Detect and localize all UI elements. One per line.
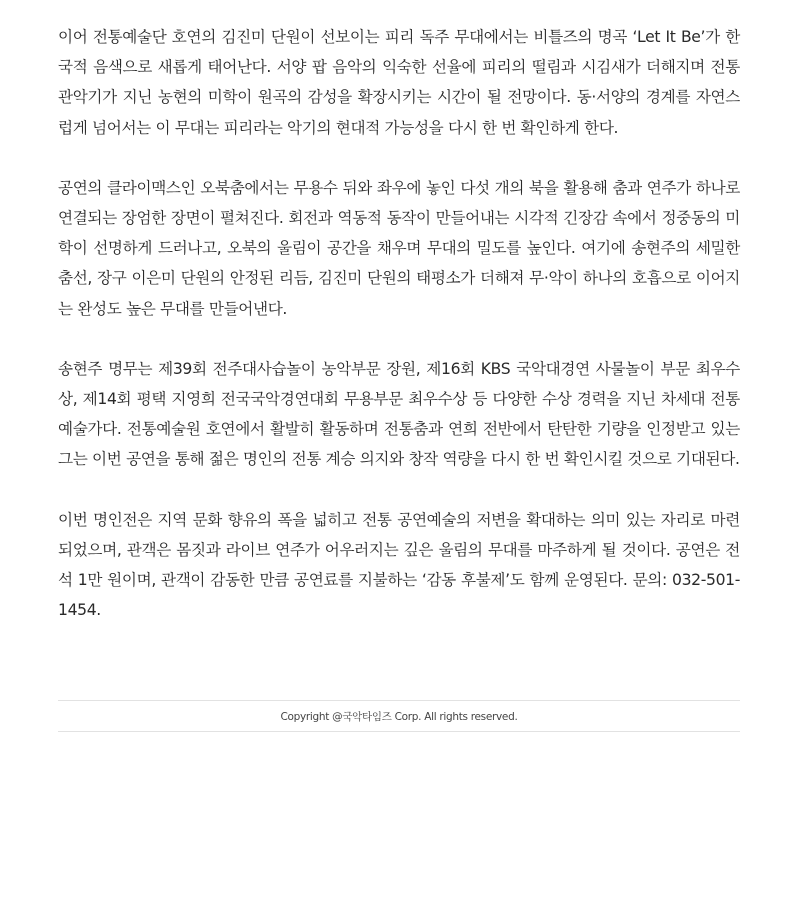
- article-paragraph: 이번 명인전은 지역 문화 향유의 폭을 넓히고 전통 공연예술의 저변을 확대하는 의미 있는 자리로 마련되었으며, 관객은 몸짓과 라이브 연주가 어우러지는 깊은 울림의 무대를 마주하게 될 것이다. 공연은 전석 1만 원이며, 관객이 감동한 만큼 공연료를 지불하는 ‘감동 후불제’도 함께 운영된다. 문의: 032-501-1454.: [58, 510, 740, 620]
- copyright-text: Copyright @국악타임즈 Corp. All rights reserved.: [280, 710, 518, 723]
- page-footer: [58, 700, 740, 732]
- article-paragraph: 이어 전통예술단 호연의 김진미 단원이 선보이는 피리 독주 무대에서는 비틀즈의 명곡 ‘Let It Be’가 한국적 음색으로 새롭게 태어난다. 서양 팝 음악의 익숙한 선율에 피리의 떨림과 시김새가 더해지며 전통 관악기가 지닌 농현의 미학이 원곡의 감성을 확장시키는 시간이 될 전망이다. 동·서양의 경계를 자연스럽게 넘어서는 이 무대는 피리라는 악기의 현대적 가능성을 다시 한 번 확인하게 한다.: [58, 28, 740, 137]
- article-body: [58, 22, 740, 625]
- article-paragraph: 공연의 클라이맥스인 오북춤에서는 무용수 뒤와 좌우에 놓인 다섯 개의 북을 활용해 춤과 연주가 하나로 연결되는 장엄한 장면이 펼쳐진다. 회전과 역동적 동작이 만들어내는 시각적 긴장감 속에서 정중동의 미학이 선명하게 드러나고, 오북의 울림이 공간을 채우며 무대의 밀도를 높인다. 여기에 송현주의 세밀한 춤선, 장구 이은미 단원의 안정된 리듬, 김진미 단원의 태평소가 더해져 무·악이 하나의 호흡으로 이어지는 완성도 높은 무대를 만들어낸다.: [58, 178, 740, 318]
- article-paragraph: 송현주 명무는 제39회 전주대사습놀이 농악부문 장원, 제16회 KBS 국악대경연 사물놀이 부문 최우수상, 제14회 평택 지영희 전국국악경연대회 무용부문 최우수상 등 다양한 수상 경력을 지닌 차세대 전통예술가다. 전통예술원 호연에서 활발히 활동하며 전통춤과 연희 전반에서 탄탄한 기량을 인정받고 있는 그는 이번 공연을 통해 젊은 명인의 전통 계승 의지와 창작 역량을 다시 한 번 확인시킬 것으로 기대된다.: [58, 359, 740, 469]
